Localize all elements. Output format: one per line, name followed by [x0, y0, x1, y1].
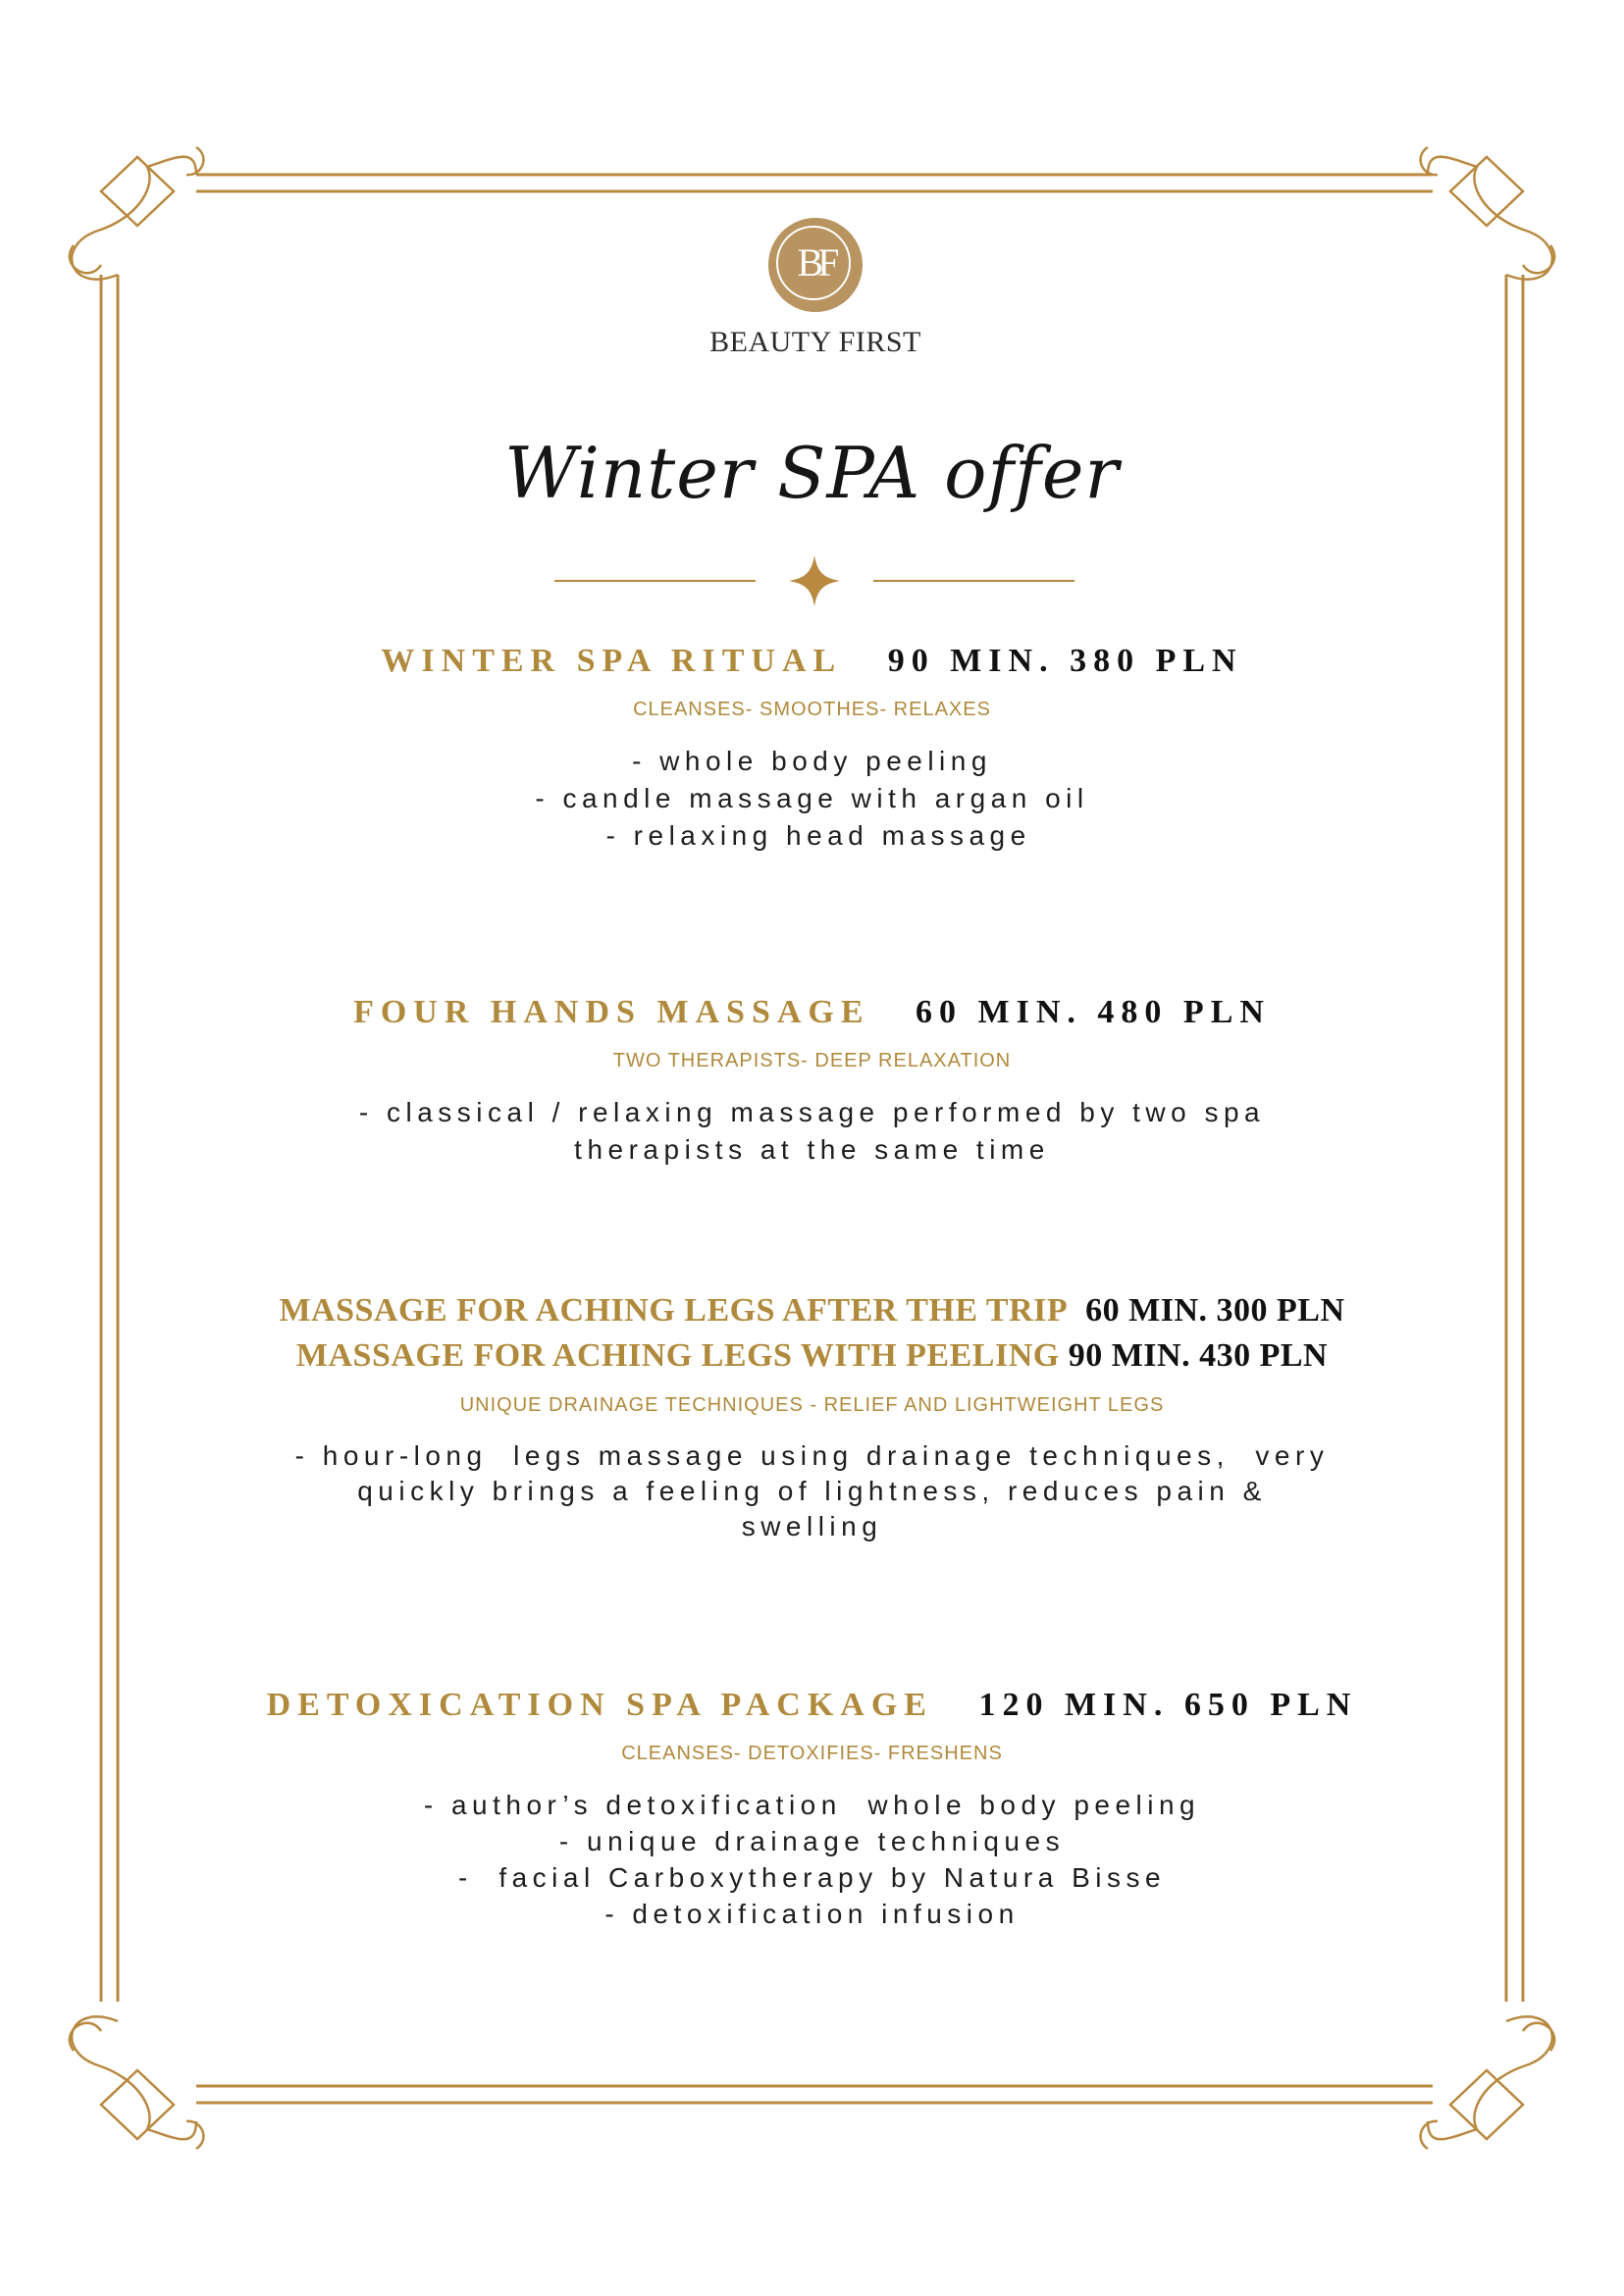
- offer-name: MASSAGE FOR ACHING LEGS AFTER THE TRIP: [279, 1292, 1069, 1329]
- description-line: - facial Carboxytherapy by Natura Bisse: [457, 1862, 1167, 1893]
- offer-winter-spa-ritual: [0, 640, 1624, 855]
- corner-ornament-bottom-right: [1421, 2016, 1555, 2149]
- offer-detoxication-spa-package: [0, 1684, 1624, 1932]
- offer-heading: [0, 1684, 1624, 1727]
- offer-name: DETOXICATION SPA PACKAGE: [266, 1687, 933, 1723]
- offer-price: 90 MIN. 430 PLN: [1068, 1337, 1329, 1374]
- offer-name: FOUR HANDS MASSAGE: [353, 994, 870, 1030]
- brand-name: BEAUTY FIRST: [709, 326, 921, 358]
- offer-price: 60 MIN. 480 PLN: [916, 994, 1271, 1030]
- description-line: - whole body peeling: [632, 746, 992, 776]
- offer-four-hands-massage: [0, 991, 1624, 1169]
- offer-tagline: CLEANSES- SMOOTHES- RELAXES: [633, 699, 991, 720]
- corner-ornament-bottom-left: [70, 2016, 204, 2149]
- offer-heading: [0, 1288, 1624, 1333]
- title-divider: [550, 551, 1079, 610]
- description-line: - candle massage with argan oil: [535, 783, 1089, 813]
- offer-price: 120 MIN. 650 PLN: [978, 1687, 1358, 1723]
- offer-name: MASSAGE FOR ACHING LEGS WITH PEELING: [295, 1337, 1060, 1374]
- description-line: - hour-long legs massage using drainage techniques, very: [294, 1440, 1330, 1471]
- offer-heading: [0, 991, 1624, 1034]
- sparkle-icon: [789, 555, 840, 606]
- offer-tagline: CLEANSES- DETOXIFIES- FRESHENS: [621, 1743, 1003, 1764]
- offer-heading: [0, 640, 1624, 683]
- logo-monogram: BF: [797, 240, 834, 285]
- offer-name: WINTER SPA RITUAL: [381, 643, 843, 679]
- brand-logo: [705, 216, 926, 383]
- description-line: therapists at the same time: [574, 1134, 1050, 1165]
- offer-tagline: TWO THERAPISTS- DEEP RELAXATION: [612, 1050, 1012, 1071]
- corner-ornament-top-left: [70, 147, 204, 280]
- description-line: - author’s detoxification whole body peeling: [423, 1790, 1201, 1820]
- description-line: - classical / relaxing massage performed by two spa: [358, 1097, 1266, 1127]
- offer-price: 60 MIN. 300 PLN: [1085, 1292, 1345, 1329]
- offer-description: [0, 743, 1624, 855]
- offer-description: [0, 1438, 1624, 1544]
- offer-price: 90 MIN. 380 PLN: [887, 643, 1243, 679]
- offer-heading: [0, 1333, 1624, 1379]
- description-line: - detoxification infusion: [604, 1899, 1020, 1929]
- description-line: - unique drainage techniques: [558, 1826, 1066, 1856]
- offer-description: [0, 1787, 1624, 1932]
- description-line: - relaxing head massage: [593, 820, 1031, 851]
- offer-aching-legs-massage: [0, 1288, 1624, 1544]
- description-line: swelling: [741, 1511, 883, 1541]
- corner-ornament-top-right: [1421, 147, 1555, 280]
- page-title: Winter SPA offer: [504, 432, 1120, 514]
- description-line: quickly brings a feeling of lightness, reduces pain &: [357, 1476, 1267, 1506]
- offer-tagline: UNIQUE DRAINAGE TECHNIQUES - RELIEF AND LIGHTWEIGHT LEGS: [459, 1394, 1165, 1416]
- logo-badge: [768, 218, 863, 312]
- offer-description: [0, 1094, 1624, 1169]
